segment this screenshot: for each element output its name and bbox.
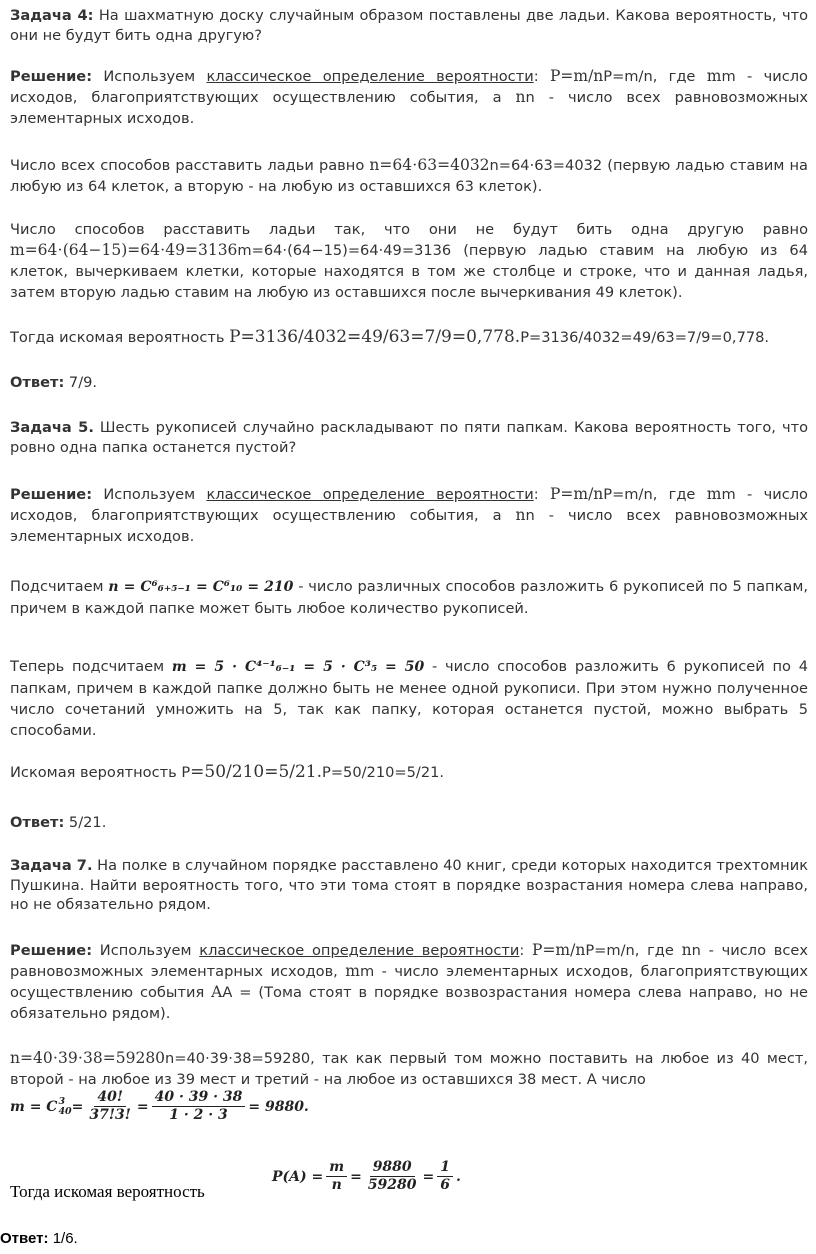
- task5-m-desc: m - число исходов, благоприятствующих осуществлению события, а: [10, 486, 808, 524]
- task4-n-desc: n - число всех равновозможных элементарных исходов.: [10, 89, 808, 127]
- task7-m-lhs: m = C: [10, 1098, 58, 1115]
- task4-total: [10, 155, 808, 197]
- task7-p-fraction-1: [326, 1160, 347, 1193]
- task4-answer-value: 7/9.: [64, 374, 98, 391]
- task4-probability: [10, 328, 808, 348]
- task7-m-frac2-den: 1 · 2 · 3: [169, 1107, 228, 1123]
- task7-solution: [10, 940, 808, 1024]
- task4-question-text: На шахматную доску случайным образом поставлены две ладьи. Какова вероятность, что они не будут бить одна другую?: [10, 7, 809, 44]
- task5-definition-link[interactable]: классическое определение вероятности: [206, 486, 534, 503]
- task5-m-symbol: m: [706, 485, 722, 503]
- task5-count-pre: Подсчитаем: [10, 578, 109, 595]
- task5-solution-pre: Используем: [92, 486, 207, 503]
- task7-m-frac1-den: 37!3!: [89, 1107, 131, 1123]
- task7-n-plain: n=40⋅39⋅38=59280, так как первый том можно поставить на любое из 40 мест, второй - на любое из 39 мест и третий - на любое из оставшихся 38 мест. А число: [10, 1050, 808, 1088]
- task7-m-eq1: =: [71, 1098, 84, 1115]
- task5-n-symbol: n: [515, 506, 526, 524]
- task7-m-fraction-1: [86, 1090, 134, 1123]
- task5-n-desc: n - число всех равновозможных элементарных исходов.: [10, 507, 808, 545]
- task5-prob-pre: Искомая вероятность: [10, 764, 182, 781]
- task7-formula-p-plain: P=m/n, где: [585, 942, 682, 959]
- task5-solution-label: Решение:: [10, 486, 93, 503]
- task7-p-eq2: =: [422, 1168, 435, 1185]
- task7-n-count: [10, 1048, 808, 1090]
- task7-p-frac2-num: 9880: [370, 1160, 415, 1177]
- task4-n-symbol: n: [515, 88, 526, 106]
- task5-answer-value: 5/21.: [64, 814, 107, 831]
- task5-count2-pre: Теперь подсчитаем: [10, 658, 172, 675]
- task7-question-text: На полке в случайном порядке расставлено 40 книг, среди которых находится трехтомник Пушкина. Найти вероятность того, что эти тома стоят в порядке возрастания номера слева направо, но не обязательно рядом.: [10, 857, 809, 913]
- task7-m-eq3: = 9880.: [248, 1098, 309, 1115]
- task7-p-frac2-den: 59280: [367, 1177, 417, 1193]
- task7-a-symbol: A: [211, 983, 223, 1001]
- task4-total-plain: n=64⋅63=4032 (первую ладью ставим на любую из 64 клеток, а вторую - на любую из оставшихся 63 клеток).: [10, 157, 808, 195]
- task7-n-formula: n=40⋅39⋅38=59280: [10, 1049, 166, 1067]
- task4-favorable: [10, 219, 808, 303]
- task7-m-frac1-num: 40!: [94, 1090, 126, 1107]
- task5-colon: :: [533, 486, 550, 503]
- task7-p-frac1-num: m: [326, 1160, 347, 1177]
- task7-p-frac3-num: 1: [437, 1160, 453, 1177]
- task5-count-formula: n = C⁶₆₊₅₋₁ = C⁶₁₀ = 210: [108, 579, 294, 595]
- task5-probability: [10, 763, 808, 783]
- task7-formula-p: P=m/n: [532, 941, 586, 959]
- task4-m-symbol: m: [706, 67, 722, 85]
- task7-m-sub: 40: [58, 1105, 72, 1117]
- task4-formula-p: P=m/n: [549, 67, 604, 85]
- task5-count2-formula: m = 5 · C⁴⁻¹₆₋₁ = 5 · C³₅ = 50: [171, 659, 425, 675]
- task4-fav-plain: m=64⋅(64−15)=64⋅49=3136 (первую ладью ставим на любую из 64 клеток, вычеркиваем клетки, которые находятся в том же столбце и строке, что и данная ладья, затем вторую ладью ставим на любую из оставшихся после вычеркивания 49 клеток).: [10, 242, 808, 301]
- task4-fav-formula: m=64⋅(64−15)=64⋅49=3136: [10, 241, 238, 259]
- task7-definition-link[interactable]: классическое определение вероятности: [199, 942, 520, 959]
- task7-n-desc: n - число всех равновозможных элементарных исходов,: [10, 942, 808, 980]
- task5-count2-post: - число способов разложить 6 рукописей по 4 папкам, причем в каждой папке должно быть не менее одной рукописи. При этом нужно полученное число сочетаний умножить на 5, так как папку, которая останется пустой, можно выбрать 5 способами.: [10, 658, 808, 739]
- task4-colon: :: [533, 68, 550, 85]
- task7-a-desc: A = (Тома стоят в порядке возвозрастания номера слева направо, но не обязательно рядом).: [10, 984, 808, 1022]
- task5-prob-p: P: [181, 764, 191, 781]
- task4-prob-pre: Тогда искомая вероятность: [10, 329, 230, 346]
- task7-question: [10, 856, 808, 915]
- task7-p-fraction-2: [365, 1160, 420, 1193]
- task7-p-lhs: P(A) =: [272, 1168, 324, 1185]
- task5-answer: [10, 813, 808, 833]
- task4-prob-plain: P=3136/4032=49/63=7/9=0,778.: [520, 329, 770, 346]
- task7-p-formula: [272, 1160, 461, 1193]
- task7-m-formula: [10, 1090, 309, 1123]
- task4-answer: [10, 373, 808, 393]
- task7-p-tail: .: [456, 1168, 461, 1185]
- task5-count-post: - число различных способов разложить 6 рукописей по 5 папкам, причем в каждой папке может быть любое количество рукописей.: [10, 578, 808, 617]
- task4-definition-link[interactable]: классическое определение вероятности: [206, 68, 534, 85]
- task7-m-c-indices: [58, 1097, 71, 1117]
- task7-m-symbol: m: [345, 962, 360, 980]
- task5-prob-formula: =50/210=5/21.: [190, 762, 323, 782]
- task4-prob-formula: P=3136/4032=49/63=7/9=0,778.: [229, 327, 521, 347]
- task4-question: [10, 6, 808, 45]
- task4-heading: Задача 4:: [10, 7, 94, 24]
- task5-count-m: [10, 656, 808, 741]
- task4-fav-pre: Число способов расставить ладьи так, что они не будут бить одна другую равно: [10, 221, 808, 238]
- task4-solution-pre: Используем: [92, 68, 207, 85]
- task4-solution-label: Решение:: [10, 68, 93, 85]
- task7-p-frac3-den: 6: [440, 1177, 451, 1193]
- task7-p-eq1: =: [350, 1168, 362, 1185]
- task5-question: [10, 418, 808, 457]
- task7-m-desc: m - число элементарных исходов, благоприятствующих осуществлению события: [10, 963, 808, 1001]
- task4-total-formula: n=64⋅63=4032: [369, 156, 490, 174]
- task4-m-desc: m - число исходов, благоприятствующих осуществлению события, а: [10, 68, 808, 106]
- task5-formula-p: P=m/n: [549, 485, 604, 503]
- task7-colon: :: [519, 942, 533, 959]
- task7-answer-label: Ответ:: [0, 1230, 49, 1247]
- task7-n-symbol: n: [681, 941, 692, 959]
- task7-m-fraction-2: [152, 1090, 246, 1123]
- task4-answer-label: Ответ:: [10, 374, 65, 391]
- task7-probability: [10, 1160, 808, 1206]
- task4-total-pre: Число всех способов расставить ладьи равно: [10, 157, 370, 174]
- task7-heading: Задача 7.: [10, 857, 93, 874]
- task5-solution: [10, 484, 808, 547]
- task5-count-n: [10, 576, 808, 620]
- task7-prob-text: Тогда искомая вероятность: [10, 1182, 205, 1201]
- task7-m-sup: 3: [58, 1095, 66, 1107]
- task7-m-eq2: =: [136, 1098, 149, 1115]
- task7-m-frac2-num: 40 · 39 · 38: [152, 1090, 246, 1107]
- task7-answer-value: 1/6.: [48, 1230, 78, 1247]
- task4-formula-p-plain: P=m/n, где: [603, 68, 707, 85]
- task7-p-frac1-den: n: [331, 1177, 342, 1193]
- task7-solution-label: Решение:: [10, 942, 93, 959]
- task5-prob-plain: P=50/210=5/21.: [322, 764, 445, 781]
- task5-heading: Задача 5.: [10, 419, 94, 436]
- task5-answer-label: Ответ:: [10, 814, 65, 831]
- task4-solution: [10, 66, 808, 129]
- task7-p-fraction-3: [437, 1160, 453, 1193]
- task5-question-text: Шесть рукописей случайно раскладывают по пяти папкам. Какова вероятность того, что ровно одна папка останется пустой?: [10, 419, 808, 456]
- task7-solution-pre: Используем: [92, 942, 200, 959]
- task5-formula-p-plain: P=m/n, где: [603, 486, 707, 503]
- task7-answer: [0, 1230, 78, 1247]
